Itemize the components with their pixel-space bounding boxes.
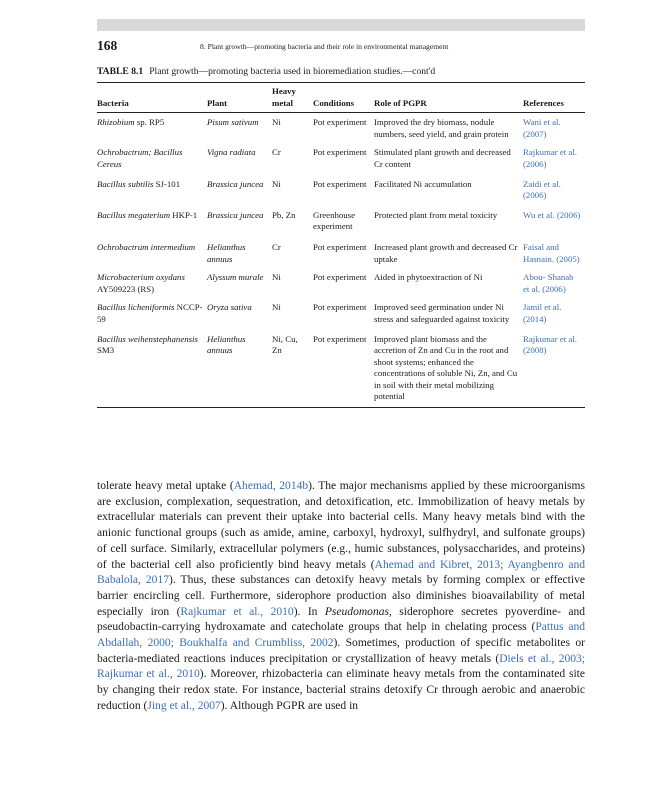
- body-text: , siderophore secretes pyoverdine- and pseudobactin-carrying hydroxamate and catecholate groups that help in chelating process (: [97, 605, 585, 634]
- bacteria-strain: SM3: [97, 345, 115, 356]
- table-row: [97, 204, 585, 235]
- top-gray-band: [97, 19, 585, 31]
- col-header-bacteria: Bacteria: [97, 97, 129, 108]
- cell-bacteria: [97, 204, 207, 235]
- cell-plant: [207, 328, 272, 408]
- heavy-metal: Ni, Cu, Zn: [272, 333, 298, 356]
- reference-link[interactable]: Wu et al. (2006): [523, 209, 581, 220]
- cell-plant: [207, 173, 272, 204]
- cell-reference: [523, 235, 585, 267]
- col-header-references: References: [523, 97, 564, 108]
- table-row: [97, 328, 585, 408]
- plant-species: Pisum sativum: [207, 117, 259, 128]
- col-header-metal: metal: [272, 97, 294, 108]
- cell-bacteria: [97, 235, 207, 267]
- cell-bacteria: [97, 267, 207, 297]
- plant-species: Brassica juncea: [207, 178, 264, 189]
- table-header-row: [97, 83, 585, 113]
- table-caption: [97, 66, 435, 77]
- cell-metal: [272, 113, 313, 143]
- cell-reference: [523, 113, 585, 143]
- cell-bacteria: [97, 328, 207, 408]
- reference-link[interactable]: Faisal and Hasnain. (2005): [523, 241, 580, 264]
- body-text: ). Although PGPR are used in: [220, 699, 359, 712]
- plant-species: Vigna radiata: [207, 147, 256, 158]
- conditions: Pot experiment: [313, 333, 367, 344]
- cell-role: [374, 113, 523, 143]
- conditions: Pot experiment: [313, 178, 367, 189]
- reference-link[interactable]: Rajkumar et al. (2008): [523, 333, 577, 356]
- cell-conditions: [313, 267, 374, 297]
- cell-bacteria: [97, 297, 207, 327]
- cell-conditions: [313, 173, 374, 204]
- bacteria-species: Bacillus licheniformis: [97, 302, 175, 313]
- reference-link[interactable]: Jamil et al. (2014): [523, 302, 562, 324]
- running-head: 8. Plant growth—promoting bacteria and their role in environmental management: [200, 42, 449, 51]
- cell-conditions: [313, 204, 374, 235]
- table-body: [97, 113, 585, 408]
- table-row: [97, 113, 585, 143]
- citation-link[interactable]: Rajkumar et al., 2010: [180, 605, 294, 618]
- reference-link[interactable]: Zaidi et al. (2006): [523, 178, 561, 201]
- bacteria-species: Microbacterium oxydans: [97, 272, 185, 283]
- role-of-pgpr: Improved seed germination under Ni stress and safeguarded against toxicity: [374, 302, 510, 324]
- body-paragraph: [97, 479, 585, 715]
- body-text: ). In: [293, 605, 325, 618]
- cell-plant: [207, 267, 272, 297]
- col-header-heavy-metal: [272, 83, 313, 113]
- heavy-metal: Ni: [272, 178, 281, 189]
- cell-conditions: [313, 113, 374, 143]
- heavy-metal: Cr: [272, 147, 281, 158]
- cell-role: [374, 297, 523, 327]
- bacteria-species: Bacillus weihenstephanensis: [97, 333, 198, 344]
- role-of-pgpr: Stimulated plant growth and decreased Cr content: [374, 147, 511, 169]
- reference-link[interactable]: Rajkumar et al. (2006): [523, 147, 577, 169]
- cell-role: [374, 204, 523, 235]
- conditions: Pot experiment: [313, 272, 367, 283]
- table-row: [97, 142, 585, 172]
- body-text: ). Moreover, rhizobacteria can eliminate heavy metals from the contaminated site by changing their redox state. For instance, bacterial strains detoxify Cr through aerobic and anaerobic reduction (: [97, 668, 586, 712]
- cell-conditions: [313, 235, 374, 267]
- bacteria-species: Rhizobium: [97, 117, 135, 128]
- bioremediation-table: [97, 82, 585, 408]
- cell-metal: [272, 204, 313, 235]
- body-italic: Pseudomonas: [324, 605, 389, 618]
- body-text: ). Thus, these substances can detoxify heavy metals by forming complex or effective barrier encircling cell. Furthermore, siderophore production also diminishes bioavailability of metal especially iron (: [97, 574, 585, 618]
- citation-link[interactable]: Pattus and Abdallah, 2000; Boukhalfa and Crumbliss, 2002: [97, 621, 585, 650]
- cell-reference: [523, 267, 585, 297]
- heavy-metal: Cr: [272, 241, 281, 252]
- body-text: tolerate heavy metal uptake (: [97, 480, 234, 492]
- plant-species: Alyssum murale: [207, 272, 264, 283]
- cell-metal: [272, 267, 313, 297]
- conditions: Pot experiment: [313, 117, 367, 128]
- conditions: Pot experiment: [313, 302, 367, 313]
- role-of-pgpr: Improved the dry biomass, nodule numbers, seed yield, and grain protein: [374, 117, 509, 139]
- cell-role: [374, 142, 523, 172]
- cell-plant: [207, 204, 272, 235]
- plant-species: Helianthus annuus: [207, 241, 246, 264]
- conditions: Greenhouse experiment: [313, 209, 356, 232]
- cell-reference: [523, 204, 585, 235]
- bacteria-species: Ochrobactrum; Bacillus Cereus: [97, 147, 183, 169]
- bacteria-strain: SJ-101: [153, 178, 181, 189]
- cell-reference: [523, 142, 585, 172]
- cell-reference: [523, 297, 585, 327]
- col-header-conditions: Conditions: [313, 97, 355, 108]
- table-label: TABLE 8.1: [97, 66, 144, 77]
- cell-metal: [272, 142, 313, 172]
- cell-bacteria: [97, 173, 207, 204]
- role-of-pgpr: Increased plant growth and decreased Cr uptake: [374, 241, 518, 264]
- cell-plant: [207, 235, 272, 267]
- reference-link[interactable]: Wani et al. (2007): [523, 117, 561, 139]
- cell-metal: [272, 235, 313, 267]
- heavy-metal: Ni: [272, 117, 281, 128]
- plant-species: Oryza sativa: [207, 302, 252, 313]
- cell-role: [374, 173, 523, 204]
- table-row: [97, 235, 585, 267]
- citation-link[interactable]: Ahemad, 2014b: [233, 480, 309, 492]
- heavy-metal: Pb, Zn: [272, 209, 296, 220]
- cell-role: [374, 328, 523, 408]
- role-of-pgpr: Improved plant biomass and the accretion of Zn and Cu in the root and shoot systems; enhanced the concentrations of soluble Ni, Zn, and Cu in soil with their metal mobilizing potential: [374, 333, 518, 402]
- heavy-metal: Ni: [272, 272, 281, 283]
- role-of-pgpr: Protected plant from metal toxicity: [374, 209, 498, 220]
- table-row: [97, 173, 585, 204]
- table-row: [97, 267, 585, 297]
- bacteria-species: Ochrobactrum intermedium: [97, 241, 196, 252]
- cell-reference: [523, 173, 585, 204]
- citation-link[interactable]: Jing et al., 2007: [147, 699, 221, 712]
- cell-metal: [272, 328, 313, 408]
- cell-bacteria: [97, 142, 207, 172]
- cell-conditions: [313, 297, 374, 327]
- bacteria-species: Bacillus subtilis: [97, 178, 154, 189]
- conditions: Pot experiment: [313, 147, 367, 158]
- reference-link[interactable]: Abou- Shanab et al. (2006): [523, 272, 574, 294]
- bacteria-species: Bacillus megaterium: [97, 209, 171, 220]
- cell-plant: [207, 297, 272, 327]
- cell-plant: [207, 142, 272, 172]
- cell-role: [374, 267, 523, 297]
- role-of-pgpr: Aided in phytoextraction of Ni: [374, 272, 483, 283]
- table-caption-text: Plant growth—promoting bacteria used in bioremediation studies.—cont'd: [149, 66, 436, 77]
- cell-conditions: [313, 328, 374, 408]
- bacteria-strain: AY509223 (RS): [97, 283, 155, 294]
- bacteria-strain: sp. RP5: [134, 117, 165, 128]
- citation-link[interactable]: Ahemad and Kibret, 2013; Ayangbenro and Babalola, 2017: [97, 558, 585, 587]
- col-header-plant: Plant: [207, 97, 228, 108]
- bacteria-strain: HKP-1: [170, 209, 198, 220]
- body-text: ). Sometimes, production of specific metabolites or bacteria-mediated reactions induces precipitation or crystallization of heavy metals (: [97, 637, 585, 665]
- col-header-heavy: Heavy: [272, 86, 296, 96]
- role-of-pgpr: Facilitated Ni accumulation: [374, 178, 472, 189]
- cell-reference: [523, 328, 585, 408]
- cell-bacteria: [97, 113, 207, 143]
- cell-metal: [272, 297, 313, 327]
- cell-role: [374, 235, 523, 267]
- heavy-metal: Ni: [272, 302, 281, 313]
- citation-link[interactable]: Diels et al., 2003; Rajkumar et al., 2010: [97, 652, 586, 681]
- table-row: [97, 297, 585, 327]
- conditions: Pot experiment: [313, 241, 367, 252]
- body-text: ). The major mechanisms applied by these microorganisms are exclusion, complexation, sequestration, and detoxification, etc. Immobilization of heavy metals by extracellular materials can prevent their uptake into bacterial cells. Many heavy metals bind with the anionic functional groups (such as amide, amine, carboxyl, hydroxyl, sulfhydryl, and sulfonate groups) of cell surface. Similarly, extracellular polymers (e.g., humic substances, polysaccharides, and proteins) of the bacterial cell also proficiently bind heavy metals (: [97, 480, 585, 571]
- plant-species: Brassica juncea: [207, 209, 264, 220]
- plant-species: Helianthus annuus: [207, 333, 246, 356]
- bacteria-strain: NCCP-59: [97, 302, 203, 324]
- col-header-role: Role of PGPR: [374, 97, 427, 108]
- cell-conditions: [313, 142, 374, 172]
- cell-metal: [272, 173, 313, 204]
- page-number: 168: [97, 38, 118, 53]
- cell-plant: [207, 113, 272, 143]
